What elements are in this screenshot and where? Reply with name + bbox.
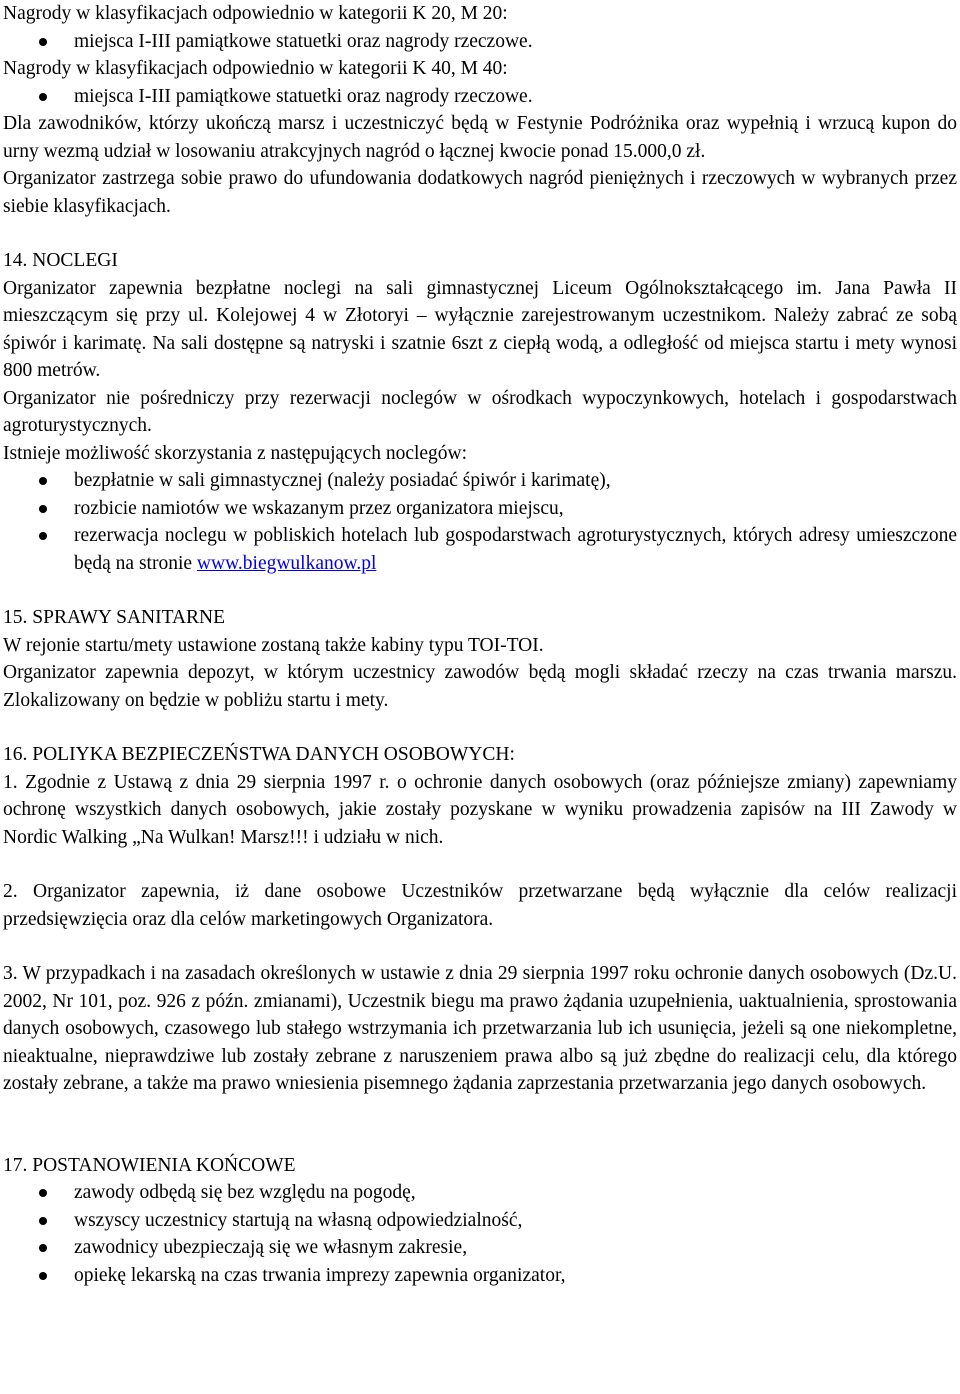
section-accommodation: [3, 247, 957, 577]
section-paragraph: Organizator zapewnia depozyt, w którym uczestnicy zawodów będą mogli składać rzeczy na czas trwania marszu. Zlokalizowany on będzie w pobliżu startu i mety.: [3, 662, 957, 711]
section-paragraph: 3. W przypadkach i na zasadach określonych w ustawie z dnia 29 sierpnia 1997 roku ochronie danych osobowych (Dz.U. 2002, Nr 101, poz. 926 z późn. zmianami), Uczestnik biegu ma prawo żądania uzupełnienia, uaktualnienia, sprostowania danych osobowych, czasowego lub stałego wstrzymania ich przetwarzania lub ich usunięcia, jeżeli są one niekompletne, nieaktualne, nieprawdziwe lub zostały zebrane z naruszeniem prawa albo są już zbędne do realizacji celu, dla którego zostały zebrane, a także ma prawo wniesienia pisemnego żądania zaprzestania przetwarzania jego danych osobowych.: [3, 963, 957, 1094]
section-heading: 14. NOCLEGI: [3, 250, 118, 271]
list-item: zawody odbędą się bez względu na pogodę,: [3, 1179, 957, 1207]
awards-list: [3, 28, 957, 56]
list-item: zawodnicy ubezpieczają się we własnym zakresie,: [3, 1234, 957, 1262]
section-paragraph: W rejonie startu/mety ustawione zostaną także kabiny typu TOI-TOI.: [3, 634, 544, 656]
section-heading: 17. POSTANOWIENIA KOŃCOWE: [3, 1154, 296, 1176]
list-item: miejsca I-III pamiątkowe statuetki oraz nagrody rzeczowe.: [3, 83, 957, 111]
list-item: miejsca I-III pamiątkowe statuetki oraz nagrody rzeczowe.: [3, 28, 957, 56]
section-heading: 16. POLIYKA BEZPIECZEŃSTWA DANYCH OSOBOWYCH:: [3, 744, 515, 765]
final-provisions-list: [3, 1179, 957, 1289]
section-privacy: [3, 741, 957, 1098]
section-heading: 15. SPRAWY SANITARNE: [3, 607, 226, 628]
section-paragraph: 1. Zgodnie z Ustawą z dnia 29 sierpnia 1997 r. o ochronie danych osobowych (oraz późniejsze zmiany) zapewniamy ochronę wszystkich danych osobowych, jakie zostały pozyskane w wyniku prowadzenia zapisów na III Zawody w Nordic Walking „Na Wulkan! Marsz!!! i udziału w nich.: [3, 771, 957, 848]
list-item-text: rezerwacja noclegu w pobliskich hotelach lub gospodarstwach agroturystycznych, których adresy umieszczone będą na stronie: [74, 525, 957, 574]
section-sanitary: [3, 604, 957, 714]
list-item: [3, 522, 957, 577]
list-item: opiekę lekarską na czas trwania imprezy zapewnia organizator,: [3, 1262, 957, 1290]
list-item: rozbicie namiotów we wskazanym przez organizatora miejscu,: [3, 495, 957, 523]
section-paragraph: 2. Organizator zapewnia, iż dane osobowe Uczestników przetwarzane będą wyłącznie dla celów realizacji przedsięwzięcia oraz dla celów marketingowych Organizatora.: [3, 881, 957, 930]
accommodation-list: [3, 467, 957, 577]
list-item: wszyscy uczestnicy startują na własną odpowiedzialność,: [3, 1207, 957, 1235]
section-final-provisions: [3, 1152, 957, 1290]
awards-paragraph: Organizator zastrzega sobie prawo do ufundowania dodatkowych nagród pieniężnych i rzeczowych w wybranych przez siebie klasyfikacjach.: [3, 168, 957, 217]
awards-paragraph: Nagrody w klasyfikacjach odpowiednio w kategorii K 20, M 20:: [3, 3, 508, 24]
list-item: bezpłatnie w sali gimnastycznej (należy posiadać śpiwór i karimatę),: [3, 467, 957, 495]
awards-paragraph: Nagrody w klasyfikacjach odpowiednio w kategorii K 40, M 40:: [3, 58, 508, 79]
website-link[interactable]: www.biegwulkanow.pl: [196, 552, 377, 574]
section-paragraph: Organizator zapewnia bezpłatne noclegi na sali gimnastycznej Liceum Ogólnokształcącego im. Jana Pawła II mieszczącym się przy ul. Kolejowej 4 w Złotoryi – wyłącznie zarejestrowanym uczestnikom. Należy zabrać ze sobą śpiwór i karimatę. Na sali dostępne są natryski i szatnie 6szt z ciepłą wodą, a odległość od miejsca startu i mety wynosi 800 metrów.: [3, 277, 957, 381]
section-paragraph: Organizator nie pośredniczy przy rezerwacji noclegów w ośrodkach wypoczynkowych, hotelach i gospodarstwach agroturystycznych.: [3, 387, 957, 436]
awards-paragraph: Dla zawodników, którzy ukończą marsz i uczestniczyć będą w Festynie Podróżnika oraz wypełnią i wrzucą kupon do urny wezmą udział w losowaniu atrakcyjnych nagród o łącznej kwocie ponad 15.000,0 zł.: [3, 113, 957, 162]
awards-section: [3, 0, 957, 220]
awards-list: [3, 83, 957, 111]
section-paragraph: Istnieje możliwość skorzystania z następujących noclegów:: [3, 442, 468, 464]
